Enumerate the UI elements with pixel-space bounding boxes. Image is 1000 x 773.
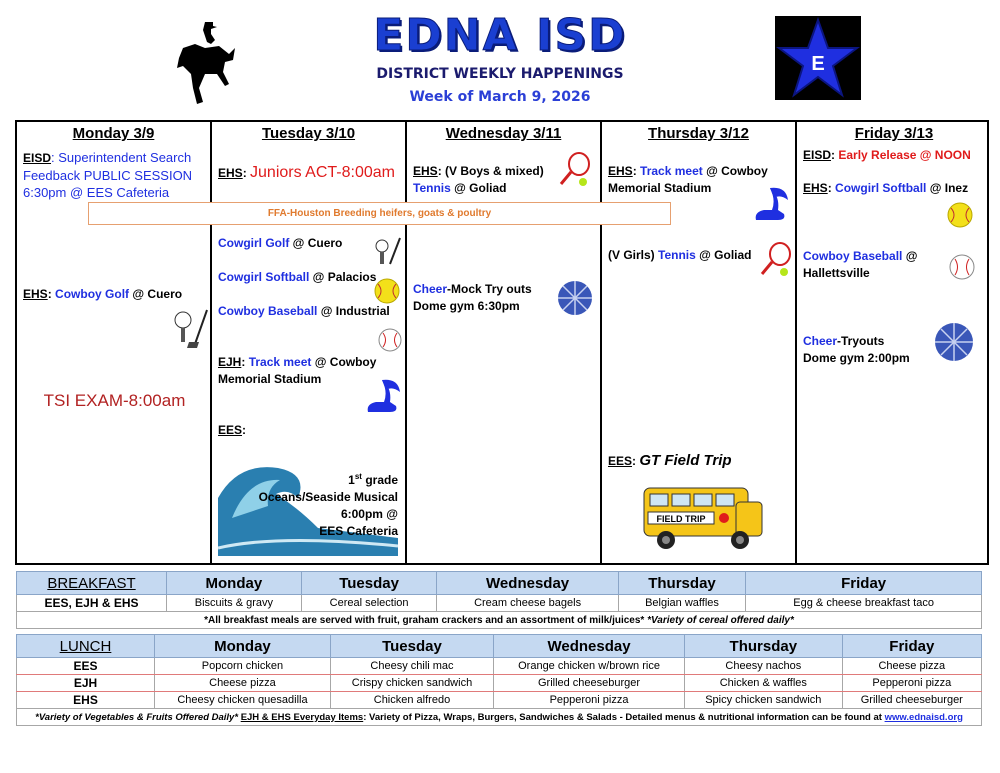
day-cell: Monday (167, 572, 302, 595)
tennis-racket-icon (758, 242, 794, 278)
day-column-friday (797, 122, 991, 563)
menu-cell: Spicy chicken sandwich (685, 692, 843, 709)
weekly-calendar (15, 120, 989, 565)
musical-name: Oceans/Seaside Musical (258, 490, 398, 504)
bronco-rider-logo (175, 18, 237, 106)
menu-cell: Popcorn chicken (155, 658, 331, 675)
activity-text: -Tryouts (837, 334, 885, 348)
day-cell: Monday (155, 635, 331, 658)
eisd-early-release: EISD: Early Release @ NOON (803, 148, 971, 162)
grade-number: 1 (348, 473, 355, 487)
tsi-exam: TSI EXAM-8:00am (43, 391, 186, 410)
sport-location: @ Goliad (695, 248, 752, 262)
cheer-event (413, 281, 532, 315)
district-title: EDNA ISD (373, 10, 627, 61)
grade-word: grade (361, 473, 398, 487)
day-cell: Wednesday (494, 635, 685, 658)
org-eisd: EISD (23, 151, 52, 165)
row-label: EHS (17, 692, 155, 709)
menu-cell: Cheesy chicken quesadilla (155, 692, 331, 709)
sport-location: @ Industrial (317, 304, 390, 318)
ehs-softball-event: EHS: Cowgirl Softball @ Inez (803, 181, 969, 195)
day-cell: Friday (842, 635, 981, 658)
lunch-note (17, 709, 982, 726)
sport-location: @ Palacios (309, 270, 377, 284)
day-column-tuesday (212, 122, 407, 563)
golf-icon (372, 236, 402, 268)
golf-event (218, 235, 342, 252)
page-subtitle: DISTRICT WEEKLY HAPPENINGS (376, 66, 624, 82)
sport-name: Cowboy Golf (55, 287, 130, 301)
menu-cell: Pepperoni pizza (842, 675, 981, 692)
menu-cell: Grilled cheeseburger (842, 692, 981, 709)
breakfast-note (17, 612, 982, 629)
sport-location: @ Inez (926, 181, 969, 195)
day-header-tuesday: Tuesday 3/10 (261, 125, 356, 142)
ehs-track-event: EHS: Track meet @ Cowboy Memorial Stadium (608, 164, 768, 195)
softball-icon (374, 278, 400, 304)
winged-foot-icon (362, 374, 402, 416)
ehs-tennis-event (413, 163, 563, 197)
menu-cell: Cheesy chili mac (330, 658, 493, 675)
day-header-wednesday: Wednesday 3/11 (445, 125, 562, 142)
day-column-thursday (602, 122, 797, 563)
menu-cell: Chicken alfredo (330, 692, 493, 709)
org-ees: EES (218, 423, 243, 437)
org-eisd: EISD (803, 148, 832, 162)
tennis-racket-icon (557, 152, 593, 188)
day-header-friday: Friday 3/13 (854, 125, 934, 142)
activity-name: Cheer (413, 282, 448, 296)
menu-cell: Cheese pizza (155, 675, 331, 692)
event-name: Track meet (640, 164, 703, 178)
baseball-icon (949, 254, 975, 280)
day-header-monday: Monday 3/9 (72, 125, 155, 142)
menu-cell: Cheesy nachos (685, 658, 843, 675)
pom-pom-icon (555, 278, 595, 318)
breakfast-header-row (17, 572, 982, 595)
day-cell: Friday (746, 572, 982, 595)
note-underline: EJH & EHS Everyday Items (240, 711, 364, 723)
note-text: *All breakfast meals are served with fruit, graham crackers and an assortment of milk/juices* (204, 614, 648, 626)
activity-name: Cheer (803, 334, 838, 348)
baseball-event (803, 248, 923, 282)
grade-suffix: st (354, 472, 362, 481)
early-release: Early Release @ NOON (838, 148, 971, 162)
activity-location: Dome gym 2:00pm (803, 351, 910, 365)
star-e-logo (775, 16, 861, 100)
week-of: Week of March 9, 2026 (409, 89, 591, 105)
ehs-act-event: EHS: Juniors ACT-8:00am (218, 164, 395, 181)
breakfast-table (16, 571, 982, 629)
baseball-icon (378, 328, 402, 352)
event-name: Track meet (248, 355, 312, 369)
menu-cell: Crispy chicken sandwich (330, 675, 493, 692)
day-header-thursday: Thursday 3/12 (648, 125, 749, 142)
note-text: : Variety of Pizza, Wraps, Burgers, Sandwiches & Salads - Detailed menus & nutritional information can be found at (363, 711, 885, 723)
team-text: : (V Boys & mixed) (437, 164, 544, 178)
team-text: (V Girls) (608, 248, 659, 262)
ehs-golf-event: EHS: Cowboy Golf @ Cuero (23, 287, 183, 301)
menu-cell: Biscuits & gravy (167, 595, 302, 612)
menu-cell: Cheese pizza (842, 658, 981, 675)
softball-icon (947, 202, 973, 228)
org-ehs: EHS (413, 164, 438, 178)
juniors-act: Juniors ACT-8:00am (250, 164, 395, 181)
org-ehs: EHS (218, 166, 243, 180)
bus-sign: FIELD TRIP (656, 514, 706, 524)
sport-name: Tennis (413, 181, 451, 195)
baseball-event (218, 303, 390, 320)
sport-location: @ Cuero (129, 287, 183, 301)
day-column-wednesday (407, 122, 602, 563)
note-italic: *Variety of Vegetables & Fruits Offered Daily* (35, 711, 239, 723)
day-cell: Thursday (685, 635, 843, 658)
ees-label (218, 422, 246, 439)
superintendent-session: : Superintendent Search Feedback PUBLIC SESSION 6:30pm @ EES Cafeteria (23, 150, 193, 200)
eisd-event (23, 149, 208, 201)
colon: : (242, 423, 247, 437)
activity-text: -Mock Try outs (447, 282, 532, 296)
musical-event (252, 468, 398, 540)
org-ejh: EJH (218, 355, 242, 369)
table-row (17, 595, 982, 612)
grade-line (252, 468, 398, 489)
sport-name: Cowgirl Softball (218, 270, 310, 284)
sport-name: Tennis (658, 248, 696, 262)
event-location: @ Cowboy Memorial Stadium (608, 164, 768, 195)
musical-time: 6:00pm @ (340, 507, 398, 521)
lunch-header-row (17, 635, 982, 658)
ees-field-trip: EES: GT Field Trip (608, 452, 732, 469)
sport-name: Cowgirl Softball (835, 181, 927, 195)
table-row (17, 675, 982, 692)
cheer-tryouts-event (803, 333, 910, 367)
org-ees: EES (608, 454, 633, 468)
menu-cell: Cereal selection (301, 595, 437, 612)
menu-cell: Egg & cheese breakfast taco (746, 595, 982, 612)
menu-cell: Orange chicken w/brown rice (494, 658, 685, 675)
lunch-title: LUNCH (17, 635, 155, 658)
lunch-table (16, 634, 982, 726)
note-italic: *Variety of cereal offered daily* (647, 614, 794, 626)
day-column-monday (17, 122, 212, 563)
org-ehs: EHS (803, 181, 828, 195)
activity-location: Dome gym 6:30pm (413, 299, 520, 313)
girls-tennis-event (608, 247, 752, 264)
golf-icon (169, 308, 209, 350)
org-ehs: EHS (23, 287, 48, 301)
menu-cell: Chicken & waffles (685, 675, 843, 692)
field-trip-text: GT Field Trip (639, 452, 732, 469)
note-row (17, 709, 982, 726)
note-row (17, 612, 982, 629)
day-cell: Thursday (618, 572, 746, 595)
sport-name: Cowboy Baseball (218, 304, 318, 318)
ffa-banner: FFA-Houston Breeding heifers, goats & poultry (88, 202, 671, 225)
school-bus-icon (640, 482, 766, 554)
event-location: @ Cowboy Memorial Stadium (218, 355, 377, 386)
breakfast-title: BREAKFAST (17, 572, 167, 595)
ejh-track-event: EJH: Track meet @ Cowboy Memorial Stadium (218, 355, 377, 386)
menu-cell: Grilled cheeseburger (494, 675, 685, 692)
sport-name: Cowboy Baseball (803, 249, 903, 263)
row-label: EES, EJH & EHS (17, 595, 167, 612)
sport-name: Cowgirl Golf (218, 236, 290, 250)
menu-cell: Pepperoni pizza (494, 692, 685, 709)
row-label: EES (17, 658, 155, 675)
pom-pom-icon (929, 320, 979, 364)
table-row (17, 658, 982, 675)
table-row (17, 692, 982, 709)
sport-location: @ Goliad (450, 181, 507, 195)
star-icon (775, 16, 861, 100)
menu-cell: Cream cheese bagels (437, 595, 618, 612)
row-label: EJH (17, 675, 155, 692)
day-cell: Tuesday (330, 635, 493, 658)
sport-location: @ Cuero (289, 236, 343, 250)
org-ehs: EHS (608, 164, 633, 178)
menu-cell: Belgian waffles (618, 595, 746, 612)
day-cell: Wednesday (437, 572, 618, 595)
softball-event (218, 269, 376, 286)
day-cell: Tuesday (301, 572, 437, 595)
sport-location: @ Hallettsville (803, 249, 918, 280)
winged-foot-icon (750, 180, 790, 224)
website-link[interactable]: www.ednaisd.org (884, 711, 963, 723)
logo-letter: E (811, 53, 825, 75)
musical-location: EES Cafeteria (319, 524, 398, 538)
